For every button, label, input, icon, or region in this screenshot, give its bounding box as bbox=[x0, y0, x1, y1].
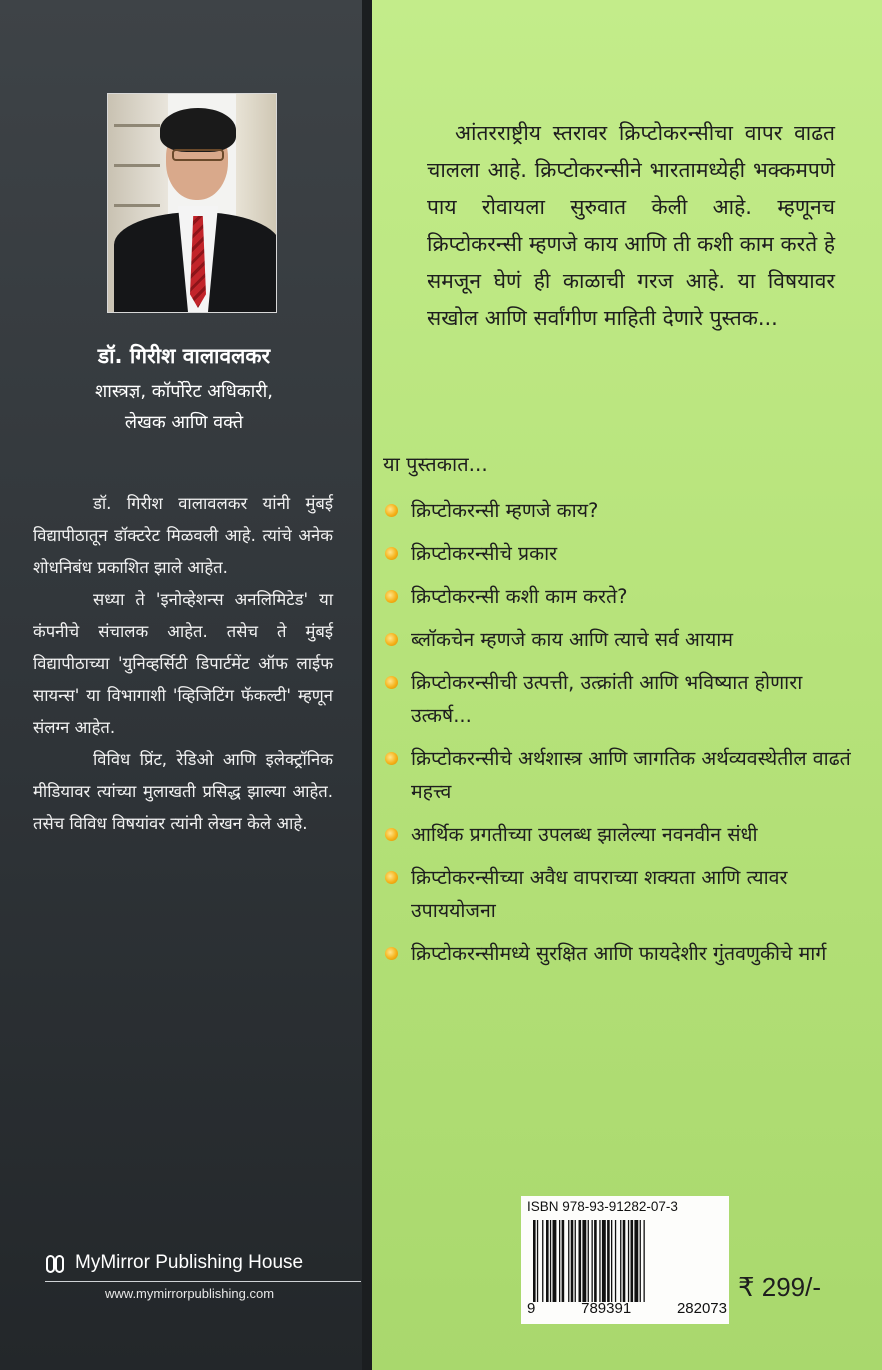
toc-item bbox=[383, 580, 853, 613]
toc-item bbox=[383, 742, 853, 808]
barcode-bar bbox=[640, 1220, 641, 1302]
barcode-bar bbox=[553, 1220, 557, 1302]
toc-item bbox=[383, 537, 853, 570]
barcode-bar bbox=[542, 1220, 543, 1302]
barcode-bar bbox=[571, 1220, 574, 1302]
barcode-bar bbox=[550, 1220, 551, 1302]
toc-item bbox=[383, 494, 853, 527]
barcode-bar bbox=[592, 1220, 593, 1302]
barcode-digit-group: 9 bbox=[527, 1300, 536, 1317]
toc-item-text: क्रिप्टोकरन्सी म्हणजे काय? bbox=[411, 499, 599, 522]
publisher-logo-icon bbox=[45, 1252, 67, 1274]
bio-paragraph: विविध प्रिंट, रेडिओ आणि इलेक्ट्रॉनिक मीडियावर त्यांच्या मुलाखती प्रसिद्ध झाल्या आहेत. तसेच विविध विषयांवर त्यांनी लेखन केले आहे. bbox=[33, 750, 333, 833]
barcode-bar bbox=[533, 1220, 536, 1302]
toc-item bbox=[383, 666, 853, 732]
barcode-digit-group: 282073 bbox=[676, 1300, 727, 1317]
toc-item-text: क्रिप्टोकरन्सी कशी काम करते? bbox=[411, 585, 628, 608]
toc-item bbox=[383, 861, 853, 927]
publisher-name: MyMirror Publishing House bbox=[75, 1252, 304, 1273]
toc-list bbox=[383, 494, 853, 980]
barcode-bar bbox=[607, 1220, 610, 1302]
author-photo bbox=[107, 93, 277, 313]
book-intro bbox=[427, 115, 835, 337]
author-name: डॉ. गिरीश वालावलकर bbox=[97, 344, 271, 368]
author-role-line-2: लेखक आणि वक्ते bbox=[124, 412, 244, 433]
barcode-digit-group: 789391 bbox=[581, 1300, 632, 1317]
toc-item-text: क्रिप्टोकरन्सीच्या अवैध वापराच्या शक्यता आणि त्यावर उपाययोजना bbox=[411, 866, 788, 922]
barcode-bar bbox=[562, 1220, 565, 1302]
toc-item bbox=[383, 623, 853, 656]
toc-item-text: क्रिप्टोकरन्सीची उत्पत्ती, उत्क्रांती आणि भविष्यात होणारा उत्कर्ष... bbox=[411, 671, 803, 727]
barcode-bar bbox=[559, 1220, 560, 1302]
cover-spine-edge bbox=[362, 0, 372, 1370]
publisher-website: www.mymirrorpublishing.com bbox=[105, 1286, 275, 1301]
barcode-bar bbox=[623, 1220, 626, 1302]
author-bio bbox=[33, 488, 333, 840]
barcode-bar bbox=[582, 1220, 586, 1302]
isbn-label: ISBN 978-93-91282-07-3 bbox=[527, 1199, 678, 1214]
barcode-bar bbox=[575, 1220, 576, 1302]
bullet-icon bbox=[385, 676, 398, 689]
barcode-bar bbox=[615, 1220, 616, 1302]
barcode-bar bbox=[594, 1220, 597, 1302]
bullet-icon bbox=[385, 633, 398, 646]
author-role-line-1: शास्त्रज्ञ, कॉर्पोरेट अधिकारी, bbox=[94, 381, 274, 402]
isbn-barcode-box bbox=[521, 1196, 729, 1324]
barcode-bar bbox=[620, 1220, 621, 1302]
toc-item-text: ब्लॉकचेन म्हणजे काय आणि त्याचे सर्व आयाम bbox=[411, 628, 734, 651]
toc-item-text: क्रिप्टोकरन्सीचे अर्थशास्त्र आणि जागतिक अर्थव्यवस्थेतील वाढतं महत्त्व bbox=[411, 747, 851, 803]
barcode-bar bbox=[634, 1220, 638, 1302]
book-price: ₹ 299/- bbox=[738, 1272, 822, 1302]
toc-item-text: आर्थिक प्रगतीच्या उपलब्ध झालेल्या नवनवीन संधी bbox=[411, 823, 758, 846]
barcode-bar bbox=[537, 1220, 538, 1302]
publisher bbox=[45, 1252, 303, 1274]
bullet-icon bbox=[385, 871, 398, 884]
bullet-icon bbox=[385, 504, 398, 517]
bullet-icon bbox=[385, 547, 398, 560]
toc-item-text: क्रिप्टोकरन्सीमध्ये सुरक्षित आणि फायदेशीर गुंतवणुकीचे मार्ग bbox=[411, 942, 827, 965]
barcode-bar bbox=[568, 1220, 569, 1302]
bullet-icon bbox=[385, 752, 398, 765]
barcode-bar bbox=[644, 1220, 645, 1302]
barcode-bar bbox=[599, 1220, 600, 1302]
bio-paragraph: डॉ. गिरीश वालावलकर यांनी मुंबई विद्यापीठातून डॉक्टरेट मिळवली आहे. त्यांचे अनेक शोधनिबंध प्रकाशित झाले आहेत. bbox=[33, 494, 333, 577]
barcode-bar bbox=[631, 1220, 634, 1302]
barcode-bar bbox=[602, 1220, 606, 1302]
barcode-bar bbox=[546, 1220, 549, 1302]
toc-heading: या पुस्तकात... bbox=[383, 452, 488, 476]
barcode-digits bbox=[527, 1300, 727, 1317]
intro-paragraph: आंतरराष्ट्रीय स्तरावर क्रिप्टोकरन्सीचा वापर वाढत चालला आहे. क्रिप्टोकरन्सीने भारतामध्येही भक्कमपणे पाय रोवायला सुरुवात केली आहे. म्हणूनच क्रिप्टोकरन्सी म्हणजे काय आणि ती कशी काम करते हे समजून घेणं ही काळाची गरज आहे. या विषयावर सखोल आणि सर्वांगीण माहिती देणारे पुस्तक... bbox=[427, 121, 835, 330]
toc-item bbox=[383, 937, 853, 970]
barcode-icon bbox=[531, 1220, 721, 1302]
bullet-icon bbox=[385, 828, 398, 841]
toc-item-text: क्रिप्टोकरन्सीचे प्रकार bbox=[411, 542, 558, 565]
bullet-icon bbox=[385, 590, 398, 603]
bio-paragraph: सध्या ते 'इनोव्हेशन्स अनलिमिटेड' या कंपनीचे संचालक आहेत. तसेच ते मुंबई विद्यापीठाच्या 'युनिव्हर्सिटी डिपार्टमेंट ऑफ लाईफ सायन्स' या विभागाशी 'व्हिजिटिंग फॅकल्टी' म्हणून संलग्न आहेत. bbox=[33, 590, 333, 737]
publisher-divider bbox=[45, 1281, 361, 1282]
toc-item bbox=[383, 818, 853, 851]
barcode-bar bbox=[588, 1220, 589, 1302]
bullet-icon bbox=[385, 947, 398, 960]
barcode-bar bbox=[611, 1220, 612, 1302]
barcode-bar bbox=[628, 1220, 629, 1302]
barcode-bar bbox=[579, 1220, 582, 1302]
